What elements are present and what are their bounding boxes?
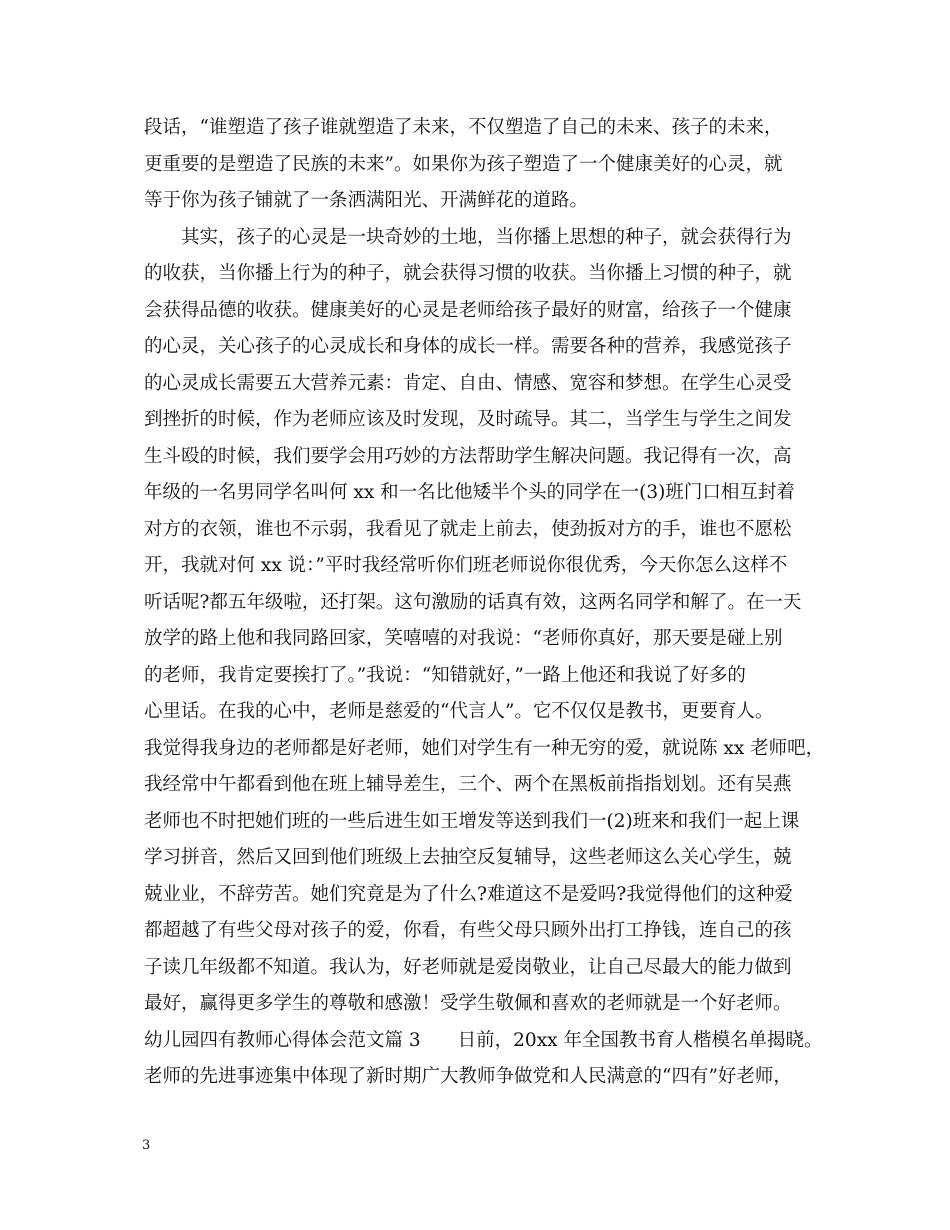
text-line: 放学的路上他和我同路回家，笑嘻嘻的对我说：“老师你真好，那天要是碰上别 [144, 628, 783, 649]
text-line: 都超越了有些父母对孩子的爱，你看，有些父母只顾外出打工挣钱，连自己的孩 [144, 920, 792, 941]
text-line: 对方的衣领，谁也不示弱，我看见了就走上前去，使劲扳对方的手，谁也不愿松 [144, 518, 792, 540]
body-text [144, 110, 824, 1096]
text-line: 更重要的是塑造了民族的未来”。如果你为孩子塑造了一个健康美好的心灵，就 [144, 153, 783, 175]
text-line: 子读几年级都不知道。我认为，好老师就是爱岗敬业，让自己尽最大的能力做到 [144, 956, 792, 978]
text-line: 等于你为孩子铺就了一条洒满阳光、开满鲜花的道路。 [144, 190, 589, 211]
text-line: 会获得品德的收获。健康美好的心灵是老师给孩子最好的财富，给孩子一个健康 [144, 299, 792, 321]
page-number: 3 [142, 1138, 151, 1153]
text-line: 学习拼音，然后又回到他们班级上去抽空反复辅导，这些老师这么关心学生，兢 [144, 847, 792, 868]
text-line: 的心灵成长需要五大营养元素：肯定、自由、情感、宽容和梦想。在学生心灵受 [144, 372, 792, 394]
text-line: 老师的先进事迹集中体现了新时期广大教师争做党和人民满意的“四有”好老师， [144, 1066, 792, 1087]
text-line: 兢业业，不辞劳苦。她们究竟是为了什么?难道这不是爱吗?我觉得他们的这种爱 [144, 883, 793, 905]
text-line: 的老师，我肯定要挨打了。”我说：“知错就好，”一路上他还和我说了好多的 [144, 664, 746, 686]
text-line: 幼儿园四有教师心得体会范文篇 3 日前，20xx 年全国教书育人楷模名单揭晓。 [144, 1029, 823, 1051]
text-line: 其实，孩子的心灵是一块奇妙的土地，当你播上思想的种子，就会获得行为 [144, 226, 792, 248]
text-line: 开，我就对何 xx 说：”平时我经常听你们班老师说你很优秀，今天你怎么这样不 [144, 555, 788, 576]
text-line: 我觉得我身边的老师都是好老师，她们对学生有一种无穷的爱，就说陈 xx 老师吧， [144, 737, 825, 759]
text-line: 生斗殴的时候，我们要学会用巧妙的方法帮助学生解决问题。我记得有一次，高 [144, 445, 792, 467]
text-line: 老师也不时把她们班的一些后进生如王增发等送到我们一(2)班来和我们一起上课 [144, 810, 800, 832]
text-line: 段话，“谁塑造了孩子谁就塑造了未来，不仅塑造了自己的未来、孩子的未来， [144, 117, 783, 138]
text-line: 最好，赢得更多学生的尊敬和感激！受学生敬佩和喜欢的老师就是一个好老师。 [144, 993, 792, 1014]
text-line: 心里话。在我的心中，老师是慈爱的“代言人”。它不仅仅是教书，更要育人。 [144, 701, 774, 722]
text-line: 的收获，当你播上行为的种子，就会获得习惯的收获。当你播上习惯的种子，就 [144, 263, 792, 284]
text-line: 听话呢?都五年级啦，还打架。这句激励的话真有效，这两名同学和解了。在一天 [144, 591, 802, 613]
text-line: 我经常中午都看到他在班上辅导差生，三个、两个在黑板前指指划划。还有吴燕 [144, 774, 792, 795]
text-line: 的心灵，关心孩子的心灵成长和身体的成长一样。需要各种的营养，我感觉孩子 [144, 336, 792, 357]
text-line: 到挫折的时候，作为老师应该及时发现，及时疏导。其二，当学生与学生之间发 [144, 409, 792, 430]
text-line: 年级的一名男同学名叫何 xx 和一名比他矮半个头的同学在一(3)班门口相互封着 [144, 482, 795, 503]
